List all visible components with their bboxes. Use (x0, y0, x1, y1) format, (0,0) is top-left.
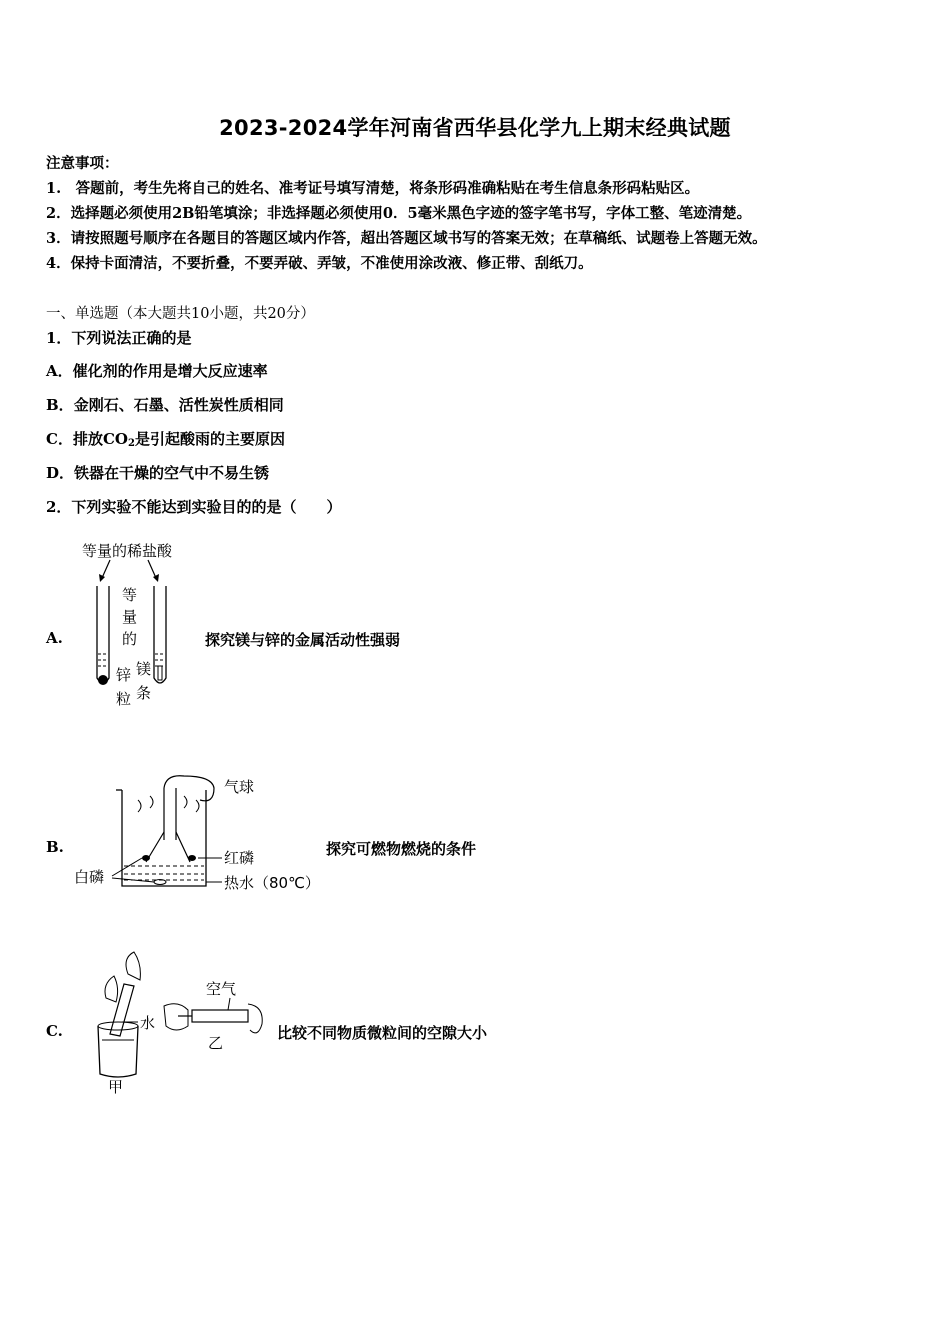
q2-option-c-text: 比较不同物质微粒间的空隙大小 (277, 1024, 488, 1042)
label-mg-1: 镁 (136, 660, 152, 678)
beaker-rim (98, 1022, 138, 1030)
label-water: 水 (140, 1014, 156, 1032)
arrow-head-right (153, 574, 159, 582)
label-jia: 甲 (108, 1078, 124, 1096)
option-text: 金刚石、石墨、活性炭性质相同 (73, 396, 284, 414)
steam-right (184, 796, 199, 812)
hand-jia (105, 976, 118, 1002)
label-equal-3: 的 (122, 630, 138, 648)
label-balloon: 气球 (224, 778, 255, 796)
option-text: 是引起酸雨的主要原因 (134, 430, 285, 448)
pointer-white (112, 858, 142, 876)
syringe-diagram (80, 944, 275, 1096)
label-air: 空气 (206, 980, 237, 998)
notice-heading: 注意事项： (46, 155, 119, 172)
subscript: 2 (127, 438, 135, 449)
notice-item: 1. 答题前，考生先将自己的姓名、准考证号填写清楚，将条形码准确粘贴在考生信息条形码粘贴区。 (46, 180, 700, 197)
red-phosphorus (188, 855, 196, 861)
section-heading: 一、单选题（本大题共10小题，共20分） (46, 306, 315, 322)
pointer-air (228, 998, 230, 1010)
arrow-head-left (99, 574, 105, 582)
question-1-stem: 1．下列说法正确的是 (46, 329, 192, 347)
zinc-granule (98, 675, 108, 685)
arrow-left (102, 560, 110, 578)
arrow-right (148, 560, 156, 578)
q1-option-b (46, 394, 284, 415)
option-letter: D． (46, 464, 75, 482)
option-text: 催化剂的作用是增大反应速率 (72, 362, 268, 380)
q1-option-c (46, 428, 285, 449)
option-letter: A． (46, 362, 73, 380)
tube-arms (146, 832, 190, 862)
page-title: 2023-2024学年河南省西华县化学九上期末经典试题 (219, 116, 731, 140)
label-hot-water: 热水（80℃） (224, 874, 320, 892)
q2-option-b-letter: B. (46, 838, 64, 856)
q1-option-d (46, 462, 269, 483)
question-2-stem: 2．下列实验不能达到实验目的的是（ ） (46, 498, 342, 516)
white-phosphorus-tube (142, 855, 150, 861)
label-equal-1: 等 (122, 586, 138, 604)
label-hcl: 等量的稀盐酸 (82, 542, 173, 560)
test-tube-diagram (70, 538, 200, 713)
notice-item: 2．选择题必须使用2B铅笔填涂；非选择题必须使用0．5毫米黑色字迹的签字笔书写，字体工整、笔迹清楚。 (46, 205, 752, 222)
steam-left (138, 796, 153, 812)
q1-option-a (46, 360, 268, 381)
q2-option-c-letter: C. (46, 1022, 63, 1040)
magnesium-strip (158, 666, 162, 680)
beaker-diagram (72, 770, 332, 900)
q2-option-a-text: 探究镁与锌的金属活动性强弱 (205, 631, 401, 649)
option-letter: B． (46, 396, 74, 414)
option-letter: C． (46, 430, 73, 448)
label-white-phosphorus: 白磷 (74, 868, 105, 886)
label-red-phosphorus: 红磷 (224, 849, 255, 867)
tube-neck (164, 788, 176, 840)
syringe-yi (192, 1010, 248, 1022)
notice-item: 3．请按照题号顺序在各题目的答题区域内作答，超出答题区域书写的答案无效；在草稿纸、试题卷上答题无效。 (46, 230, 767, 247)
q2-option-b-text: 探究可燃物燃烧的条件 (326, 840, 477, 858)
test-tube-right (154, 586, 166, 683)
hand-yi-left (164, 1004, 188, 1030)
beaker-jia (98, 1026, 138, 1077)
option-text: 排放CO (72, 430, 128, 448)
label-mg-2: 条 (136, 684, 152, 702)
label-yi: 乙 (208, 1034, 224, 1052)
notice-item: 4．保持卡面清洁，不要折叠，不要弄破、弄皱，不准使用涂改液、修正带、刮纸刀。 (46, 255, 593, 272)
test-tube-left (97, 586, 109, 683)
label-zinc-2: 粒 (116, 690, 132, 708)
hand-yi-right (248, 1004, 262, 1033)
label-equal-2: 量 (122, 608, 138, 626)
hand-jia (126, 952, 140, 980)
option-text: 铁器在干燥的空气中不易生锈 (74, 464, 270, 482)
label-zinc-1: 锌 (116, 666, 132, 684)
syringe-jia (110, 984, 134, 1036)
q2-option-a-letter: A. (46, 629, 63, 647)
